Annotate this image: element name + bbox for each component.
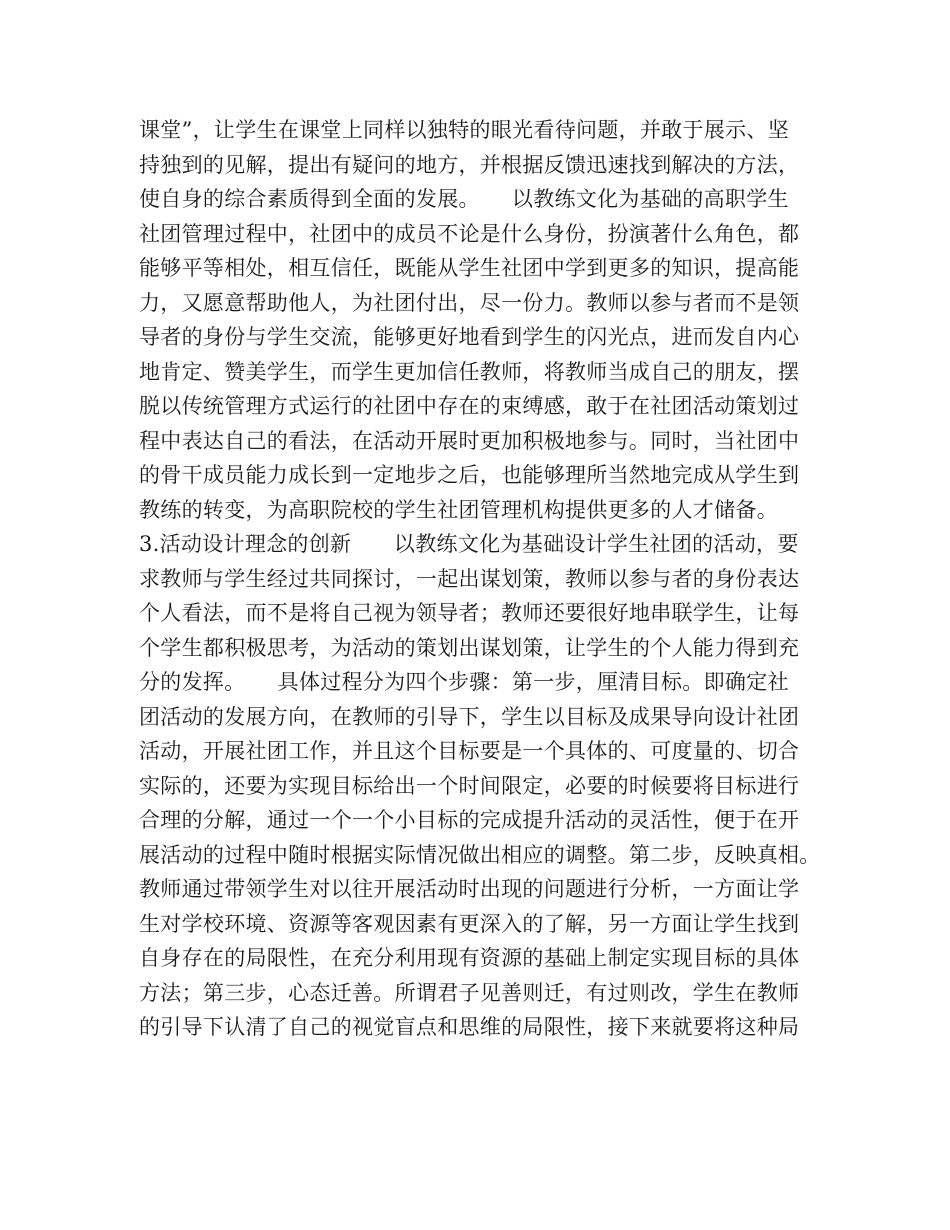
text-line: 的引导下认清了自己的视觉盲点和思维的局限性，接下来就要将这种局 bbox=[139, 1015, 800, 1039]
text-line: 社团管理过程中，社团中的成员不论是什么身份，扮演著什么角色，都 bbox=[139, 221, 800, 246]
text-line: 持独到的见解，提出有疑问的地方，并根据反馈迅速找到解决的方法， bbox=[139, 152, 800, 177]
text-line: 教练的转变，为高职院校的学生社团管理机构提供更多的人才储备。 bbox=[139, 497, 778, 522]
text-line: 能够平等相处，相互信任，既能从学生社团中学到更多的知识，提高能 bbox=[139, 256, 800, 280]
text-line: 合理的分解，通过一个一个小目标的完成提升活动的灵活性，便于在开 bbox=[139, 808, 800, 832]
text-line: 求教师与学生经过共同探讨，一起出谋划策，教师以参与者的身份表达 bbox=[139, 566, 800, 591]
text-line: 课堂”，让学生在课堂上同样以独特的眼光看待问题，并敢于展示、坚 bbox=[139, 118, 790, 142]
body-text bbox=[139, 113, 819, 1045]
text-line: 导者的身份与学生交流，能够更好地看到学生的闪光点，进而发自内心 bbox=[139, 325, 800, 349]
text-line: 个学生都积极思考，为活动的策划出谋划策，让学生的个人能力得到充 bbox=[139, 635, 800, 660]
text-line: 团活动的发展方向，在教师的引导下，学生以目标及成果导向设计社团 bbox=[139, 704, 800, 729]
text-line: 地肯定、赞美学生，而学生更加信任教师，将教师当成自己的朋友，摆 bbox=[139, 359, 800, 384]
text-line: 教师通过带领学生对以往开展活动时出现的问题进行分析，一方面让学 bbox=[139, 877, 800, 901]
text-line: 实际的，还要为实现目标给出一个时间限定，必要的时候要将目标进行 bbox=[139, 773, 800, 798]
text-line: 3.活动设计理念的创新 以教练文化为基础设计学生社团的活动，要 bbox=[139, 532, 799, 556]
text-line: 活动，开展社团工作，并且这个目标要是一个具体的、可度量的、切合 bbox=[139, 739, 800, 763]
text-line: 分的发挥。 具体过程分为四个步骤：第一步，厘清目标。即确定社 bbox=[139, 670, 789, 694]
text-line: 使自身的综合素质得到全面的发展。 以教练文化为基础的高职学生 bbox=[139, 187, 789, 211]
text-line: 自身存在的局限性，在充分利用现有资源的基础上制定实现目标的具体 bbox=[139, 946, 800, 970]
text-line: 力，又愿意帮助他人，为社团付出，尽一份力。教师以参与者而不是领 bbox=[139, 290, 800, 315]
text-line: 方法；第三步，心态迁善。所谓君子见善则迁，有过则改，学生在教师 bbox=[139, 980, 800, 1005]
text-line: 展活动的过程中随时根据实际情况做出相应的调整。第二步，反映真相。 bbox=[139, 842, 821, 867]
text-line: 程中表达自己的看法，在活动开展时更加积极地参与。同时，当社团中 bbox=[139, 428, 800, 453]
text-line: 脱以传统管理方式运行的社团中存在的束缚感，敢于在社团活动策划过 bbox=[139, 394, 800, 418]
text-line: 生对学校环境、资源等客观因素有更深入的了解，另一方面让学生找到 bbox=[139, 911, 800, 936]
text-line: 个人看法，而不是将自己视为领导者；教师还要很好地串联学生，让每 bbox=[139, 601, 800, 625]
text-line: 的骨干成员能力成长到一定地步之后，也能够理所当然地完成从学生到 bbox=[139, 463, 800, 487]
